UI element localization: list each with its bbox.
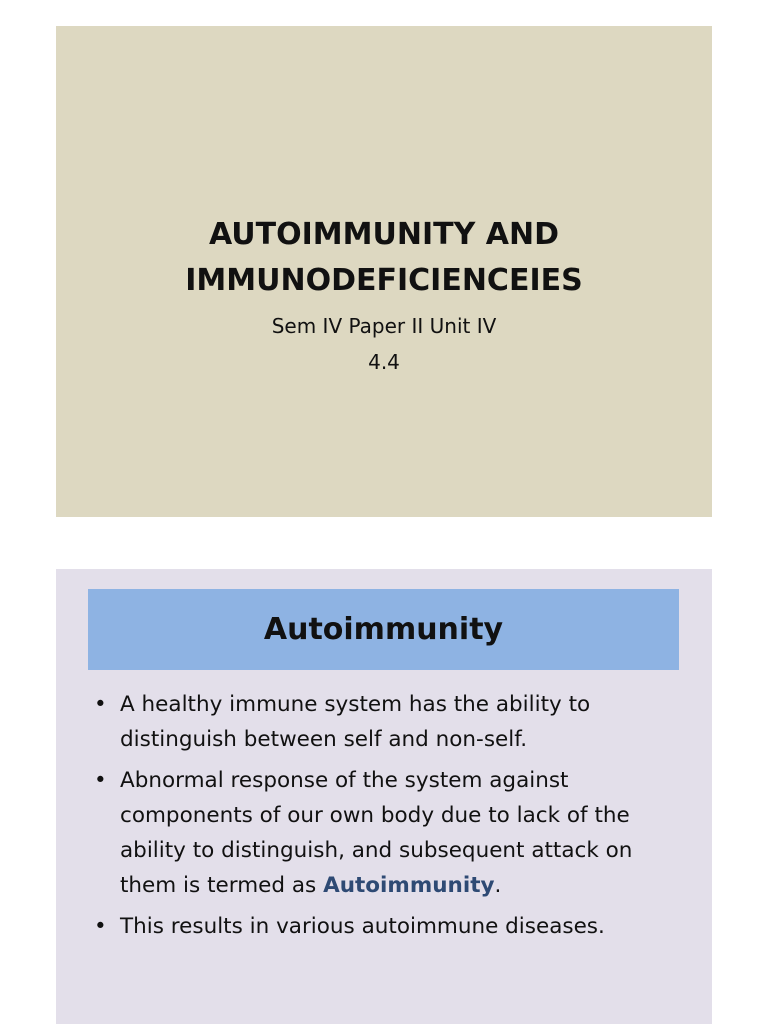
highlighted-term: Autoimmunity [323, 873, 495, 898]
heading-bar [88, 589, 679, 670]
slide-subtitle-line-2: 4.4 [368, 350, 400, 374]
bullet-icon: • [94, 768, 107, 793]
slide-title [56, 212, 712, 304]
bullet-item [94, 763, 694, 903]
bullet-icon: • [94, 692, 107, 717]
bullet-text: Abnormal response of the system against components of our own body due to lack of the ability to distinguish, and subsequent attack on them is termed as [120, 768, 633, 898]
slide-subtitle [56, 308, 712, 380]
bullet-text-end: . [494, 873, 502, 898]
title-slide [56, 26, 712, 517]
bullet-text: This results in various autoimmune diseases. [120, 914, 605, 939]
slide-title-line-2: IMMUNODEFICIENCEIES [185, 263, 583, 298]
bullet-item [94, 909, 694, 944]
autoimmunity-slide [56, 569, 712, 1024]
bullet-icon: • [94, 914, 107, 939]
slide-title-line-1: AUTOIMMUNITY AND [209, 217, 559, 252]
slide-heading: Autoimmunity [263, 612, 504, 647]
bullet-text: A healthy immune system has the ability to distinguish between self and non-self. [120, 692, 591, 752]
bullet-list [94, 687, 694, 950]
bullet-item [94, 687, 694, 757]
slide-subtitle-line-1: Sem IV Paper II Unit IV [271, 314, 497, 338]
